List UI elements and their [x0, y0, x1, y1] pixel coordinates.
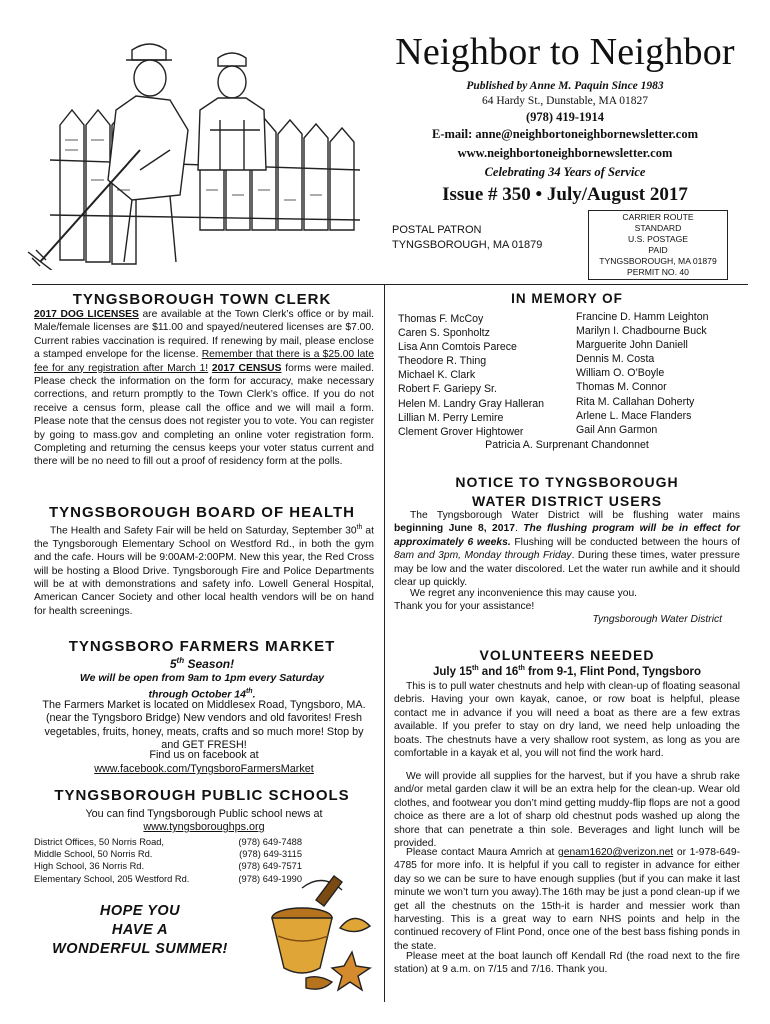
memory-name: Arlene L. Mace Flanders: [576, 409, 692, 422]
permit-line: TYNGSBOROUGH, MA 01879: [599, 256, 717, 266]
hours-period: .: [252, 688, 256, 701]
water-heading-line1: NOTICE TO TYNGSBOROUGH: [455, 474, 679, 490]
memory-name: Thomas M. Connor: [576, 381, 667, 394]
postal-patron-line2: TYNGSBOROUGH, MA 01879: [392, 239, 543, 251]
office-name: Middle School, 50 Norris Rd.: [34, 849, 153, 860]
volunteers-date: [392, 665, 742, 678]
school-office-row: [34, 836, 302, 848]
board-health-heading: TYNGSBOROUGH BOARD OF HEALTH: [48, 504, 356, 521]
health-fair-details: at the Tyngsborough Elementary School on Westford Rd., in both the gym and the cafe. Hours will be 9:00AM-2:00PM. New this year, the Red Cross will be hosting a Blood Drive. Tyngsborough Fire and Police Departments will be at with demonstrations and safety info. Lowell General Hospital, American Cancer Society and other local health vendors will be on hand for health screenings.: [34, 525, 374, 617]
publisher-line: Published by Anne M. Paquin Since 1983: [466, 80, 664, 92]
office-name: Elementary School, 205 Westford Rd.: [34, 873, 190, 884]
memory-list-left: [398, 312, 578, 439]
summer-line3: WONDERFUL SUMMER!: [52, 941, 228, 957]
farmers-season: [32, 656, 372, 671]
late-fee-note: Remember that there is a $25.00 late fee for any registration after March 1!: [34, 349, 374, 374]
water-heading-line2: WATER DISTRICT USERS: [471, 493, 663, 509]
farmers-market-heading: TYNGSBORO FARMERS MARKET: [68, 638, 336, 655]
postage-permit-box: [588, 210, 728, 280]
town-clerk-body: [34, 308, 374, 469]
memory-last-name: Patricia A. Surprenant Chandonnet: [485, 439, 649, 451]
date-text: July 15: [433, 665, 472, 678]
memory-name: Clement Grover Hightower: [398, 425, 524, 438]
publisher-website[interactable]: www.neighbortoneighbornewsletter.com: [457, 146, 673, 160]
memory-name: Gail Ann Garmon: [576, 423, 658, 436]
school-office-row: [34, 848, 302, 860]
water-text: . During these times, water pressure may be low and the water discolored. Let the water run awhile and it should clear up quickly.: [394, 550, 740, 589]
memory-name: Rita M. Callahan Doherty: [576, 395, 695, 408]
memory-name: Dennis M. Costa: [576, 353, 655, 366]
column-divider: [384, 284, 385, 1002]
water-text: Flushing will be conducted between the hours of: [510, 536, 740, 548]
memory-list-right: [576, 310, 746, 437]
office-phone: (978) 649-7488: [238, 837, 302, 847]
water-signature: Tyngsborough Water District: [592, 614, 722, 625]
public-schools-heading: TYNGSBOROUGH PUBLIC SCHOOLS: [54, 787, 350, 804]
water-text: The Tyngsborough Water District will be flushing water mains: [410, 510, 740, 521]
memory-name: Francine D. Hamm Leighton: [576, 311, 709, 323]
publisher-phone: (978) 419-1914: [525, 110, 605, 124]
schools-intro: You can find Tyngsborough Public school news at: [85, 808, 323, 820]
volunteers-p3: [394, 846, 740, 953]
bucket-starfish-illustration: [262, 870, 380, 1002]
memory-name: Marguerite John Daniell: [576, 339, 688, 352]
office-name: High School, 36 Norris Rd.: [34, 861, 145, 872]
memory-heading: IN MEMORY OF: [511, 291, 623, 306]
water-text: .: [514, 523, 524, 535]
water-start-date: beginning June 8, 2017: [394, 523, 515, 535]
memory-name: Lisa Ann Comtois Parece: [398, 341, 517, 354]
water-duration: The flushing program will be in effect for approximately 6 weeks.: [394, 523, 740, 548]
permit-line: CARRIER ROUTE: [622, 212, 694, 222]
ordinal-suffix: th: [518, 665, 525, 672]
ordinal-suffix: th: [245, 688, 253, 695]
summer-line1: HOPE YOU: [99, 903, 181, 919]
contact-text: Please contact Maura Amrich at: [406, 847, 559, 858]
permit-line: PAID: [648, 245, 668, 255]
neighbors-fence-illustration: [20, 30, 365, 270]
season-number: 5: [169, 657, 177, 671]
office-phone: (978) 649-7571: [238, 861, 302, 872]
ordinal-suffix: th: [176, 656, 185, 665]
memory-name: Lillian M. Perry Lemire: [398, 411, 504, 424]
facebook-label: Find us on facebook at: [149, 749, 259, 761]
office-phone: (978) 649-3115: [239, 849, 302, 860]
dog-licenses-lead: 2017 DOG LICENSES: [34, 309, 139, 320]
celebrating-line: Celebrating 34 Years of Service: [484, 165, 646, 179]
ordinal-suffix: th: [356, 524, 363, 531]
water-regret: We regret any inconvenience this may cause you.: [410, 588, 638, 599]
publisher-address: 64 Hardy St., Dunstable, MA 01827: [481, 95, 649, 107]
water-notice-body: [394, 509, 740, 589]
farmers-body: The Farmers Market is located on Middlesex Road, Tyngsboro, MA. (near the Tyngsboro Bridge) New vendors and old favorites! Fresh vegetables, fruits, honey, meats, crafts and so much more! Stop by and GET FRESH!: [42, 699, 366, 752]
ordinal-suffix: th: [472, 665, 479, 672]
summer-greeting: [40, 902, 240, 959]
permit-line: U.S. POSTAGE: [627, 234, 688, 244]
date-text: from 9-1, Flint Pond, Tyngsboro: [524, 665, 701, 678]
water-hours: 8am and 3pm, Monday through Friday: [394, 550, 572, 562]
volunteers-heading: VOLUNTEERS NEEDED: [479, 647, 655, 663]
volunteers-p2: We will provide all supplies for the harvest, but if you have a shrub rake and/or metal garden claw it will be an extra help for the clean-up. Wear old clothes, and footwear you don’t mind getting muddy-flip flops are not a good choice as there are a lot of sharp old chestnut pods washed up along the shore that can penetrate a thin sole. Beverages and light lunch will be provided.: [394, 771, 740, 850]
office-phone: (978) 649-1990: [238, 873, 302, 884]
contact-email-link[interactable]: genam1620@verizon.net: [558, 847, 674, 858]
town-clerk-heading: TYNGSBOROUGH TOWN CLERK: [72, 291, 332, 308]
health-fair-text: The Health and Safety Fair will be held on Saturday, September 30: [50, 525, 357, 537]
board-health-body: [34, 521, 374, 618]
permit-line: PERMIT NO. 40: [627, 267, 689, 277]
memory-name: Caren S. Sponholtz: [398, 327, 490, 340]
memory-name: Robert F. Gariepy Sr.: [398, 383, 497, 396]
memory-name: Michael K. Clark: [398, 369, 476, 382]
volunteers-p1: This is to pull water chestnuts and help with clean-up of floating seasonal debris. Having your own kayak, canoe, or row boat is helpful, please contact me in advance if you will need a boat as there are a few extras available. If you prefer to stay on dry land, we need help unloading the boats. The chestnuts have a very shallow root system, as long as you are comfortable in a kayak et al, you will not find the work hard.: [394, 681, 740, 760]
season-text: Season!: [184, 657, 235, 671]
memory-name: Helen M. Landry Gray Halleran: [398, 397, 545, 410]
facebook-link[interactable]: www.facebook.com/TyngsboroFarmersMarket: [94, 763, 314, 775]
memory-name: Thomas F. McCoy: [398, 313, 484, 325]
newsletter-title: Neighbor to Neighbor: [395, 31, 735, 73]
header-divider: [32, 284, 748, 285]
date-text: and 16: [478, 665, 519, 678]
water-thanks: Thank you for your assistance!: [394, 601, 535, 612]
water-heading: [392, 473, 742, 511]
postal-patron-line1: POSTAL PATRON: [392, 224, 482, 236]
office-name: District Offices, 50 Norris Road,: [34, 837, 165, 847]
dog-licenses-text: are available at the Town Clerk’s office or by mail. Male/female licenses are $11.00 and spayed/neutered licenses are $7.00. Current rabies vaccination is required. If renewing by mail, please enclose a stamped envelope for the license.: [34, 309, 374, 361]
census-lead: 2017 CENSUS: [211, 362, 282, 374]
memory-name: Marilyn I. Chadbourne Buck: [576, 325, 707, 338]
census-text: forms were mailed. Please check the information on the form for accuracy, make necessary corrections, and return promptly to the Town Clerk’s office. If you do not receive a census form, please call the office and we will mail a form. Please note that the census does not register you to vote. You can register by going to mass.gov and completing an online voter registration form. Completing and returning the census keeps your voter status current and there will be no need to fill out a proof of residency form at the polls.: [34, 362, 374, 468]
farmers-hours-line1: We will be open from 9am to 1pm every Saturday: [79, 672, 325, 684]
schools-link[interactable]: www.tyngsboroughps.org: [143, 821, 265, 833]
contact-text: or 1-978-649-4785 for more info. It is helpful if you call to register in advance for either day so we can be sure to have enough supplies (but if you can make it last minute we won’t turn you away).The 16th may be just a pond clean-up if we get all the chestnuts on the 15th-it is harder and messier work than harvesting. This is a great way to earn NHS points and help in the continued recovery of Flint Pond, once one of the best bass fishing ponds in the state.: [394, 847, 740, 952]
issue-line: Issue # 350 • July/August 2017: [442, 184, 688, 205]
postal-patron: [392, 223, 542, 253]
permit-line: STANDARD: [634, 223, 682, 233]
farmers-hours: [32, 671, 372, 702]
volunteers-p4: Please meet at the boat launch off Kendall Rd (the road next to the fire station) at 9 a.m. on 7/15 and 7/16. Thank you.: [394, 951, 740, 976]
memory-name: William O. O’Boyle: [576, 367, 665, 380]
summer-line2: HAVE A: [111, 922, 169, 938]
publisher-email[interactable]: E-mail: anne@neighbortoneighbornewsletter.com: [431, 127, 698, 141]
memory-name: Theodore R. Thing: [398, 355, 487, 368]
hours-until: through October 14: [148, 688, 246, 701]
